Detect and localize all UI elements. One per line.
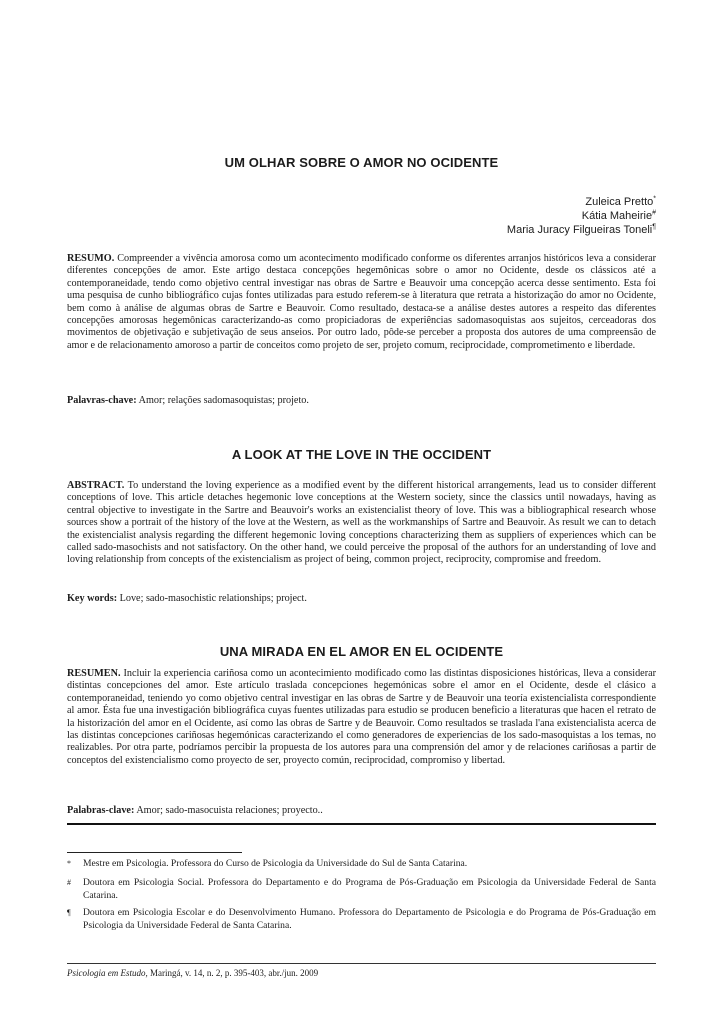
abstract-pt-label: RESUMO. [67, 253, 115, 264]
footnote-1-text: Mestre em Psicologia. Professora do Curso de Psicologia da Universidade do Sul de Santa Catarina. [83, 858, 468, 869]
title-spanish: UNA MIRADA EN EL AMOR EN EL OCIDENTE [219, 644, 504, 659]
footnote-2-text: Doutora em Psicologia Social. Professora do Departamento e do Programa de Pós-Graduação em Psicologia da Universidade Federal de Santa Catarina. [83, 877, 656, 901]
keywords-english [67, 593, 656, 605]
keywords-es-text: Amor; sado-masocuista relaciones; proyecto.. [136, 805, 323, 816]
footnote-2-mark: # [67, 878, 71, 887]
footnote-3-mark: ¶ [67, 908, 71, 917]
abstract-spanish [67, 668, 656, 767]
title-portuguese: UM OLHAR SOBRE O AMOR NO OCIDENTE [224, 155, 499, 170]
footnote-3-text: Doutora em Psicologia Escolar e do Desenvolvimento Humano. Professora do Departamento de Psicologia e do Programa de Pós-Graduação em Psicologia da Universidade Federal de Santa Catarina. [83, 907, 656, 931]
abstract-portuguese [67, 253, 656, 352]
title-english: A LOOK AT THE LOVE IN THE OCCIDENT [231, 447, 492, 462]
journal-name: Psicologia em Estudo, [67, 968, 148, 978]
journal-citation [67, 968, 318, 978]
keywords-pt-label: Palavras-chave: [67, 395, 137, 406]
keywords-en-text: Love; sado-masochistic relationships; project. [119, 593, 307, 604]
keywords-en-label: Key words: [67, 593, 118, 604]
footnote-divider [67, 852, 242, 853]
keywords-pt-text: Amor; relações sadomasoquistas; projeto. [138, 395, 309, 406]
author-2: Kátia Maheirie# [581, 209, 656, 222]
keywords-portuguese [67, 395, 656, 407]
page-footer-rule [67, 963, 656, 964]
author-3: Maria Juracy Filgueiras Toneli¶ [506, 223, 656, 236]
keywords-spanish [67, 805, 656, 817]
author-3-mark: ¶ [652, 223, 656, 231]
section-divider [67, 823, 656, 825]
abstract-es-text: Incluir la experiencia cariñosa como un acontecimiento modificado como las distintas disposiciones históricas, lleva a considerar distintas concepciones del amor. Este artículo traslada concepciones hegemónicas sobre el amor en el Ocidente, desde el clásico a contemporaneidad, teniendo yo como objetivo central investigar en las obras de Sartre y de Beauvoir una teoría existencialista correspondiente al amor. Ésta fue una investigación bibliográfica cuyas fuentes utilizadas para estudio se producen beneficio a literaturas que hacen el retrato de la historización del amor en el Ocidente, así como las obras de Sartre y de Beauvoir. Como resultados se traslada l'ana existencialista acerca de las distintas concepciones cariñosas hegemónicas caracterizando el como generadores de experiencias de los sado-masoquistas a los temas, no realizables. Por otra parte, podríamos percibir la propuesta de los autores para una comprensión del amor y de relaciones cariñosas a partir de conceptos del existencialismo como proyecto de ser, proyecto común, reciprocidad, compromiso y libertad. [67, 668, 657, 766]
author-1-mark: * [653, 195, 656, 203]
abstract-pt-text: Compreender a vivência amorosa como um acontecimento modificado conforme os diferentes arranjos históricos leva a considerar diferentes concepções de amor. Este artigo destaca concepções hegemônicas sobre o amor no Ocidente, desde os clássicos até a contemporaneidade, tendo como objetivo central investigar nas obras de Sartre e Beauvoir uma concepção acerca desse sentimento. Esta foi uma pesquisa de cunho bibliográfico cujas fontes utilizadas para estudo referem-se à literatura que retrata a historização do amor no Ocidente, bem como à análise de algumas obras de Sartre e Beauvoir. Como resultado, destaca-se a análise destes autores a respeito das diferentes concepções amorosas hegemônicas caracterizando-as como propiciadoras de experiências sadomasoquistas aos sujeitos, cerceadoras dos movimentos de objetivação e subjetivação de seus anseios. Por outro lado, pôde-se perceber a proposta dos autores de uma compreensão de amor e de relacionamento amoroso a partir de conceitos como projeto de ser, projeto comum, reciprocidade, comprometimento e liberdade. [67, 253, 657, 351]
footnote-1 [67, 858, 656, 871]
author-list [507, 195, 656, 237]
journal-details: Maringá, v. 14, n. 2, p. 395-403, abr./jun. 2009 [150, 968, 319, 978]
footnote-2 [67, 877, 656, 902]
author-1: Zuleica Pretto* [585, 195, 656, 208]
keywords-es-label: Palabras-clave: [67, 805, 135, 816]
abstract-english [67, 480, 656, 567]
abstract-es-label: RESUMEN. [67, 668, 121, 679]
footnote-3 [67, 907, 656, 932]
abstract-en-text: To understand the loving experience as a modified event by the different historical arrangements, lead us to consider different conceptions of love. This article detaches hegemonic love conceptions at the Western society, since the classics until nowadays, having as central objective to investigate in the Sartre and Beauvoir's works an existencialist theory of love. This was a bibliographical research whose sources show a portrait of the history of the love at the Western, as well as the workmanships of Sartre and Beauvoir. As result we can to detach the existencialist analysis regarding the different hegemonic loving conceptions characterizing them as suppliers of experiences which can be called sado-masochists and not satisfactory. On the other hand, we could perceive the proposal of the authors for an understanding of love and loving relationship from concepts of the existencialism as project of being, common project, reciprocity, compromise and freedom. [67, 480, 656, 566]
footnote-1-mark: * [67, 859, 71, 868]
abstract-en-label: ABSTRACT. [67, 480, 125, 491]
author-2-mark: # [652, 209, 656, 217]
